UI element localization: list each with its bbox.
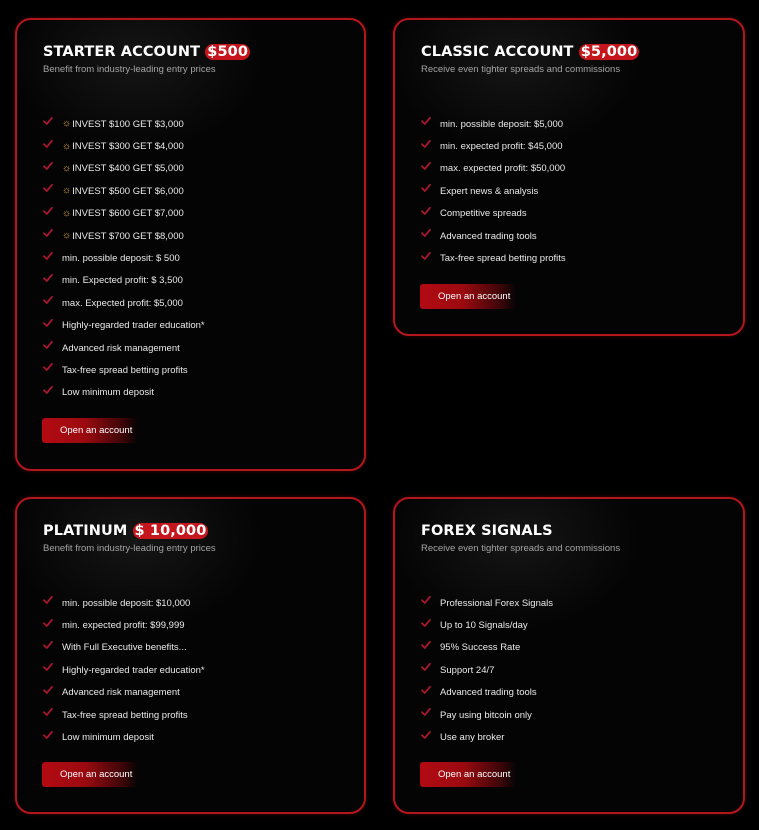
feature-item [43, 682, 364, 704]
feature-item [421, 247, 743, 269]
feature-text: min. possible deposit: $ 500 [62, 253, 180, 265]
feature-item [43, 113, 364, 135]
price-badge: $5,000 [580, 44, 638, 60]
check-icon [43, 707, 53, 717]
feature-text: Pay using bitcoin only [440, 709, 532, 721]
check-icon [43, 273, 53, 283]
feature-item [43, 337, 364, 359]
feature-text: Advanced risk management [62, 687, 180, 699]
card-title [421, 42, 743, 62]
check-icon [421, 139, 431, 149]
check-icon [43, 340, 53, 350]
feature-text: min. expected profit: $99,999 [62, 620, 185, 632]
feature-list [43, 592, 364, 749]
sun-icon: ☼ [62, 207, 72, 219]
feature-item [421, 614, 743, 636]
check-icon [43, 318, 53, 328]
feature-text: Highly-regarded trader education* [62, 320, 205, 332]
feature-text: Tax-free spread betting profits [62, 364, 188, 376]
pricing-card-starter-account [15, 18, 366, 471]
feature-text: With Full Executive benefits... [62, 642, 187, 654]
check-icon [43, 295, 53, 305]
feature-text: Up to 10 Signals/day [440, 620, 528, 632]
feature-item [43, 359, 364, 381]
check-icon [43, 662, 53, 672]
check-icon [421, 685, 431, 695]
open-account-button[interactable]: Open an account [420, 762, 516, 787]
feature-text: min. possible deposit: $10,000 [62, 597, 191, 609]
check-icon [421, 161, 431, 171]
card-title-text: PLATINUM [43, 523, 128, 539]
check-icon [43, 385, 53, 395]
feature-text: Professional Forex Signals [440, 597, 553, 609]
card-title-text: FOREX SIGNALS [421, 523, 553, 539]
card-title [43, 521, 364, 541]
feature-text: INVEST $500 GET $6,000 [72, 185, 184, 197]
feature-text: INVEST $400 GET $5,000 [72, 163, 184, 175]
feature-item [421, 225, 743, 247]
check-icon [421, 662, 431, 672]
check-icon [421, 228, 431, 238]
card-title [421, 521, 743, 541]
feature-text: Low minimum deposit [62, 387, 154, 399]
feature-item [43, 225, 364, 247]
check-icon [421, 251, 431, 261]
feature-item [43, 158, 364, 180]
feature-item [43, 315, 364, 337]
feature-item [43, 247, 364, 269]
card-subtitle: Receive even tighter spreads and commissions [421, 543, 621, 554]
feature-text: Highly-regarded trader education* [62, 664, 205, 676]
check-icon [43, 183, 53, 193]
feature-text: Use any broker [440, 732, 505, 744]
price-badge: $ 10,000 [134, 523, 207, 539]
feature-list [421, 592, 743, 749]
check-icon [43, 730, 53, 740]
check-icon [43, 640, 53, 650]
check-icon [421, 595, 431, 605]
check-icon [421, 206, 431, 216]
feature-item [43, 382, 364, 404]
feature-item [421, 113, 743, 135]
feature-item [421, 704, 743, 726]
feature-item [43, 704, 364, 726]
feature-text: Advanced trading tools [440, 230, 537, 242]
feature-item [43, 726, 364, 748]
feature-text: Advanced trading tools [440, 687, 537, 699]
feature-item [421, 659, 743, 681]
check-icon [43, 161, 53, 171]
feature-item [43, 614, 364, 636]
feature-item [43, 180, 364, 202]
check-icon [43, 116, 53, 126]
open-account-button[interactable]: Open an account [42, 418, 138, 443]
check-icon [43, 595, 53, 605]
sun-icon: ☼ [62, 162, 72, 174]
feature-text: INVEST $700 GET $8,000 [72, 230, 184, 242]
feature-text: INVEST $300 GET $4,000 [72, 141, 184, 153]
feature-item [421, 158, 743, 180]
feature-text: INVEST $600 GET $7,000 [72, 208, 184, 220]
price-badge: $500 [207, 44, 249, 60]
sun-icon: ☼ [62, 185, 72, 197]
check-icon [421, 640, 431, 650]
pricing-card-forex-signals [393, 497, 745, 814]
card-title-text: CLASSIC ACCOUNT [421, 44, 574, 60]
feature-text: Tax-free spread betting profits [62, 709, 188, 721]
feature-item [43, 637, 364, 659]
feature-item [421, 203, 743, 225]
feature-text: min. possible deposit: $5,000 [440, 118, 564, 130]
check-icon [43, 228, 53, 238]
card-subtitle: Benefit from industry-leading entry prices [43, 543, 216, 554]
feature-text: max. Expected profit: $5,000 [62, 297, 183, 309]
feature-item [43, 270, 364, 292]
feature-item [43, 592, 364, 614]
feature-text: 95% Success Rate [440, 642, 521, 654]
feature-item [421, 135, 743, 157]
pricing-card-platinum [15, 497, 366, 814]
open-account-button[interactable]: Open an account [42, 762, 138, 787]
pricing-card-classic-account [393, 18, 745, 336]
check-icon [43, 206, 53, 216]
feature-text: INVEST $100 GET $3,000 [72, 118, 184, 130]
feature-text: Support 24/7 [440, 664, 495, 676]
check-icon [421, 618, 431, 628]
feature-item [43, 292, 364, 314]
feature-item [43, 135, 364, 157]
feature-text: Low minimum deposit [62, 732, 154, 744]
feature-list [421, 113, 743, 270]
check-icon [43, 139, 53, 149]
open-account-button[interactable]: Open an account [420, 284, 516, 309]
feature-text: min. Expected profit: $ 3,500 [62, 275, 183, 287]
feature-text: Competitive spreads [440, 208, 527, 220]
card-title [43, 42, 364, 62]
feature-item [421, 726, 743, 748]
feature-item [43, 203, 364, 225]
feature-list [43, 113, 364, 404]
feature-item [421, 592, 743, 614]
check-icon [43, 362, 53, 372]
sun-icon: ☼ [62, 140, 72, 152]
feature-text: Expert news & analysis [440, 185, 539, 197]
check-icon [43, 685, 53, 695]
feature-text: Advanced risk management [62, 342, 180, 354]
sun-icon: ☼ [62, 118, 72, 130]
feature-text: max. expected profit: $50,000 [440, 163, 566, 175]
card-subtitle: Receive even tighter spreads and commissions [421, 64, 621, 75]
feature-item [421, 682, 743, 704]
check-icon [43, 251, 53, 261]
check-icon [421, 730, 431, 740]
check-icon [43, 618, 53, 628]
check-icon [421, 707, 431, 717]
sun-icon: ☼ [62, 230, 72, 242]
card-subtitle: Benefit from industry-leading entry prices [43, 64, 216, 75]
check-icon [421, 183, 431, 193]
feature-item [421, 637, 743, 659]
feature-item [421, 180, 743, 202]
feature-text: min. expected profit: $45,000 [440, 141, 563, 153]
feature-item [43, 659, 364, 681]
card-title-text: STARTER ACCOUNT [43, 44, 201, 60]
feature-text: Tax-free spread betting profits [440, 253, 566, 265]
check-icon [421, 116, 431, 126]
